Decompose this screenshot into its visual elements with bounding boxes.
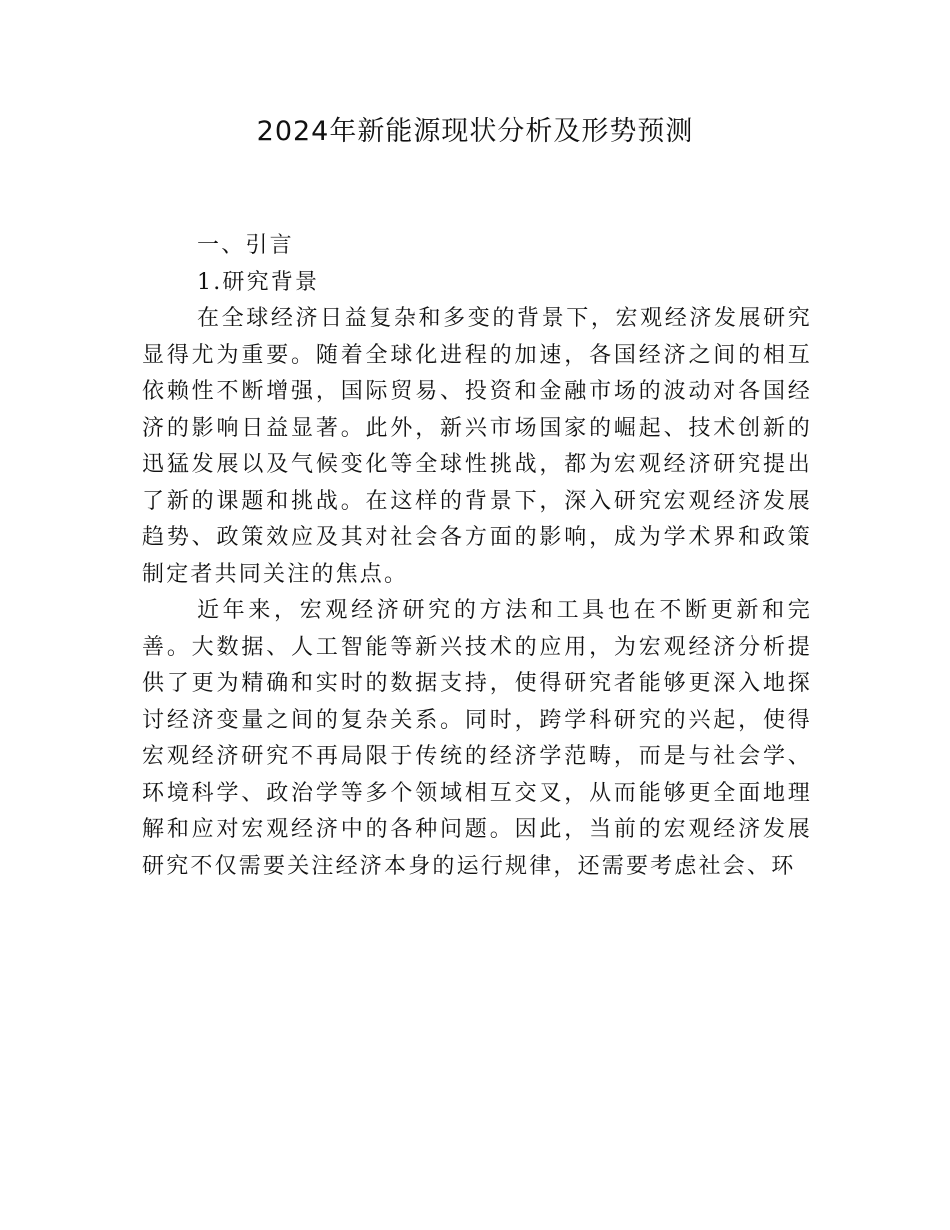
subsection-heading: 1.研究背景: [197, 269, 320, 295]
document-body: [142, 228, 812, 885]
paragraph: 近年来，宏观经济研究的方法和工具也在不断更新和完善。大数据、人工智能等新兴技术的应用，为宏观经济分析提供了更为精确和实时的数据支持，使得研究者能够更深入地探讨经济变量之间的复杂关系。同时，跨学科研究的兴起，使得宏观经济研究不再局限于传统的经济学范畴，而是与社会学、环境科学、政治学等多个领域相互交叉，从而能够更全面地理解和应对宏观经济中的各种问题。因此，当前的宏观经济发展研究不仅需要关注经济本身的运行规律，还需要考虑社会、环: [142, 598, 812, 879]
document-title: 2024年新能源现状分析及形势预测: [256, 116, 694, 147]
section-heading: 一、引言: [197, 233, 294, 258]
paragraph: 在全球经济日益复杂和多变的背景下，宏观经济发展研究显得尤为重要。随着全球化进程的加速，各国经济之间的相互依赖性不断增强，国际贸易、投资和金融市场的波动对各国经济的影响日益显著。此外，新兴市场国家的崛起、技术创新的迅猛发展以及气候变化等全球性挑战，都为宏观经济研究提出了新的课题和挑战。在这样的背景下，深入研究宏观经济发展趋势、政策效应及其对社会各方面的影响，成为学术界和政策制定者共同关注的焦点。: [142, 306, 812, 587]
